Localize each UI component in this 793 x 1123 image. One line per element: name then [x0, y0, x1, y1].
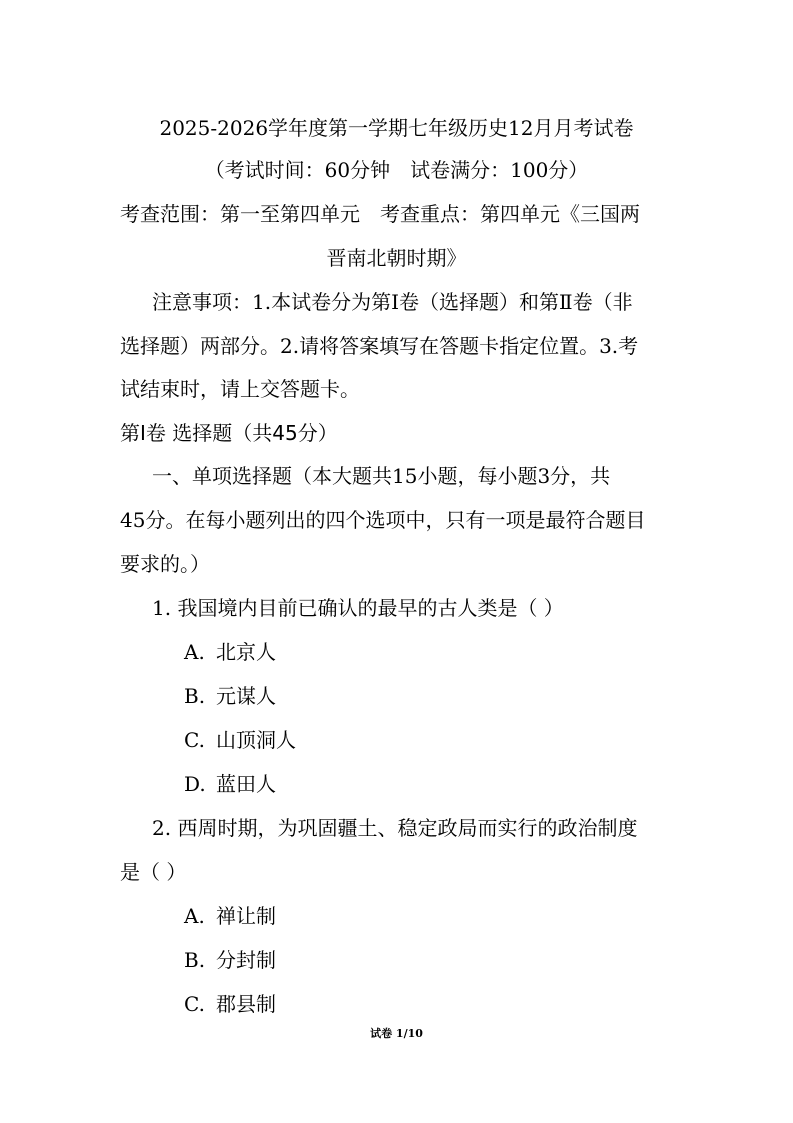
section-title: 第Ⅰ卷 选择题（共45分） — [120, 421, 338, 445]
part-instruction-line-3: 要求的。） — [120, 552, 210, 576]
question-2-option-b — [184, 948, 276, 972]
notice-line-3: 试结束时，请上交答题卡。 — [120, 377, 360, 401]
question-2-stem: 2. 西周时期，为巩固疆土、稳定政局而实行的政治制度 — [152, 816, 638, 840]
exam-scope-line-1: 考查范围：第一至第四单元 考查重点：第四单元《三国两 — [120, 202, 640, 226]
option-letter: C. — [184, 992, 205, 1016]
question-2-option-a — [184, 904, 276, 928]
exam-title: 2025-2026学年度第一学期七年级历史12月月考试卷 — [159, 116, 634, 140]
question-2-stem-continued: 是（ ） — [120, 860, 187, 884]
question-1-option-b — [184, 684, 276, 708]
exam-time-score: （考试时间：60分钟 试卷满分：100分） — [204, 158, 589, 182]
question-1-stem: 1. 我国境内目前已确认的最早的古人类是（ ） — [152, 596, 564, 620]
option-letter: C. — [184, 728, 205, 752]
part-instruction-line-1: 一、单项选择题（本大题共15小题，每小题3分，共 — [152, 464, 611, 488]
option-text: 禅让制 — [216, 904, 276, 928]
option-text: 元谋人 — [216, 684, 276, 708]
question-2-option-c — [184, 992, 276, 1016]
page-number: 试卷 1/10 — [370, 1027, 423, 1040]
notice-line-2: 选择题）两部分。2.请将答案填写在答题卡指定位置。3.考 — [120, 334, 639, 358]
part-instruction-line-2: 45分。在每小题列出的四个选项中，只有一项是最符合题目 — [120, 508, 646, 532]
option-letter: B. — [184, 684, 206, 708]
exam-scope-line-2: 晋南北朝时期》 — [326, 246, 467, 270]
notice-line-1: 注意事项：1.本试卷分为第Ⅰ卷（选择题）和第Ⅱ卷（非 — [152, 290, 633, 314]
option-letter: D. — [184, 772, 206, 796]
option-letter: B. — [184, 948, 206, 972]
option-letter: A. — [184, 640, 205, 664]
option-text: 山顶洞人 — [216, 728, 296, 752]
question-1-option-c — [184, 728, 296, 752]
option-text: 分封制 — [216, 948, 276, 972]
option-text: 北京人 — [216, 640, 276, 664]
option-text: 蓝田人 — [216, 772, 276, 796]
option-text: 郡县制 — [216, 992, 276, 1016]
question-1-option-a — [184, 640, 276, 664]
option-letter: A. — [184, 904, 205, 928]
question-1-option-d — [184, 772, 276, 796]
